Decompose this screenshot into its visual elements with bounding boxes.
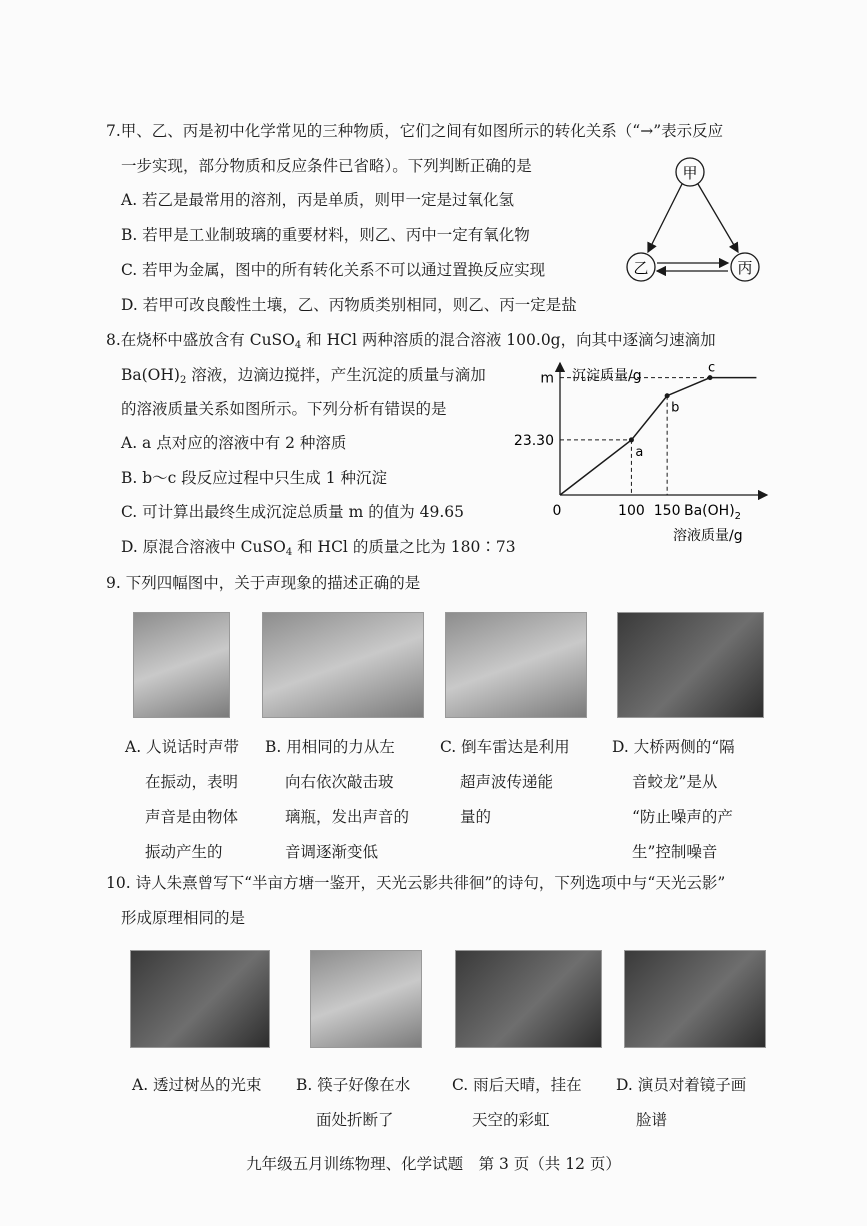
q9-image-c-reversing-car bbox=[445, 612, 587, 718]
q8-option-b: B. b～c 段反应过程中只生成 1 种沉淀 bbox=[121, 469, 387, 487]
q8-stem-line1: 8.在烧杯中盛放含有 CuSO$_4$ 和 HCl 两种溶质的混合溶液 100.0g，向其中逐滴匀速滴加 bbox=[106, 331, 716, 351]
point-c bbox=[708, 375, 713, 380]
q10-image-a-light-through-trees bbox=[130, 950, 270, 1048]
q7-option-c: C. 若甲为金属，图中的所有转化关系不可以通过置换反应实现 bbox=[121, 261, 546, 279]
page-footer: 九年级五月训练物理、化学试题 第 3 页（共 12 页） bbox=[246, 1155, 621, 1173]
q8-option-c: C. 可计算出最终生成沉淀总质量 m 的值为 49.65 bbox=[121, 503, 465, 521]
q10-option-c: C. 雨后天晴，挂在 天空的彩虹 bbox=[452, 1076, 582, 1129]
q7-option-a: A. 若乙是最常用的溶剂，丙是单质，则甲一定是过氧化氢 bbox=[121, 191, 515, 209]
y-axis-label: 沉淀质量/g bbox=[572, 368, 642, 384]
node-bing: 丙 bbox=[737, 259, 753, 277]
q7-option-d: D. 若甲可改良酸性土壤，乙、丙物质类别相同，则乙、丙一定是盐 bbox=[121, 296, 577, 314]
q10-option-a: A. 透过树丛的光束 bbox=[132, 1076, 262, 1094]
point-b bbox=[665, 393, 670, 398]
q10-image-b-chopsticks-in-water bbox=[310, 950, 422, 1048]
q10-image-c-rainbow bbox=[455, 950, 602, 1048]
q10-stem-line2: 形成原理相同的是 bbox=[121, 909, 246, 927]
q9-option-a: A. 人说话时声带 在振动，表明 声音是由物体 振动产生的 bbox=[125, 738, 240, 861]
q8-option-a: A. a 点对应的溶液中有 2 种溶质 bbox=[121, 434, 347, 452]
arrow-jia-to-yi bbox=[648, 184, 682, 252]
origin-label: 0 bbox=[552, 503, 562, 519]
q10-option-b: B. 筷子好像在水 面处折断了 bbox=[296, 1076, 411, 1129]
q8-stem-line2: $Ba(OH)_2$ 溶液，边滴边搅拌，产生沉淀的质量与滴加 bbox=[121, 366, 486, 386]
q7-stem-line1: 7.甲、乙、丙是初中化学常见的三种物质，它们之间有如图所示的转化关系（“→”表示反应 bbox=[106, 122, 724, 140]
y-tick-m: m bbox=[540, 370, 554, 387]
q10-stem-line1: 10. 诗人朱熹曾写下“半亩方塘一鉴开，天光云影共徘徊”的诗句，下列选项中与“天光云影” bbox=[106, 874, 726, 892]
series-line bbox=[560, 378, 756, 495]
x-axis-label-1: $Ba(OH)_2$ bbox=[684, 503, 742, 522]
node-yi: 乙 bbox=[633, 259, 649, 277]
q8-stem-line3: 的溶液质量关系如图所示。下列分析有错误的是 bbox=[121, 400, 447, 418]
x-tick-100: 100 bbox=[618, 503, 645, 519]
q9-image-b-glass-bottles bbox=[262, 612, 424, 718]
q10-image-d-mirror-face-painting bbox=[624, 950, 766, 1048]
x-tick-150: 150 bbox=[653, 503, 681, 519]
x-axis-label-2: 溶液质量/g bbox=[673, 528, 743, 544]
node-jia: 甲 bbox=[682, 164, 698, 182]
q7-option-b: B. 若甲是工业制玻璃的重要材料，则乙、丙中一定有氧化物 bbox=[121, 226, 530, 244]
q9-option-d: D. 大桥两侧的“隔 音蛟龙”是从 “防止噪声的产 生”控制噪音 bbox=[612, 738, 735, 861]
q9-image-a-person-speaking bbox=[133, 612, 230, 718]
point-label-c: c bbox=[708, 360, 716, 376]
point-a bbox=[629, 437, 634, 442]
q7-stem-line2: 一步实现，部分物质和反应条件已省略）。下列判断正确的是 bbox=[121, 157, 532, 175]
point-label-b: b bbox=[671, 400, 680, 416]
y-tick-23-30: 23.30 bbox=[513, 432, 554, 449]
q9-option-c: C. 倒车雷达是利用 超声波传递能 量的 bbox=[440, 738, 570, 826]
arrow-jia-to-bing bbox=[698, 184, 738, 252]
q8-precipitate-chart bbox=[505, 355, 775, 555]
point-label-a: a bbox=[635, 444, 644, 460]
q10-option-d: D. 演员对着镜子画 脸谱 bbox=[616, 1076, 747, 1129]
q7-conversion-diagram bbox=[610, 150, 780, 295]
q9-stem: 9. 下列四幅图中，关于声现象的描述正确的是 bbox=[106, 574, 421, 592]
q8-option-d: D. 原混合溶液中 CuSO$_4$ 和 HCl 的质量之比为 180∶73 bbox=[121, 538, 516, 558]
q9-option-b: B. 用相同的力从左 向右依次敲击玻 璃瓶，发出声音的 音调逐渐变低 bbox=[265, 738, 410, 861]
q9-image-d-sound-barrier-bridge bbox=[617, 612, 764, 718]
